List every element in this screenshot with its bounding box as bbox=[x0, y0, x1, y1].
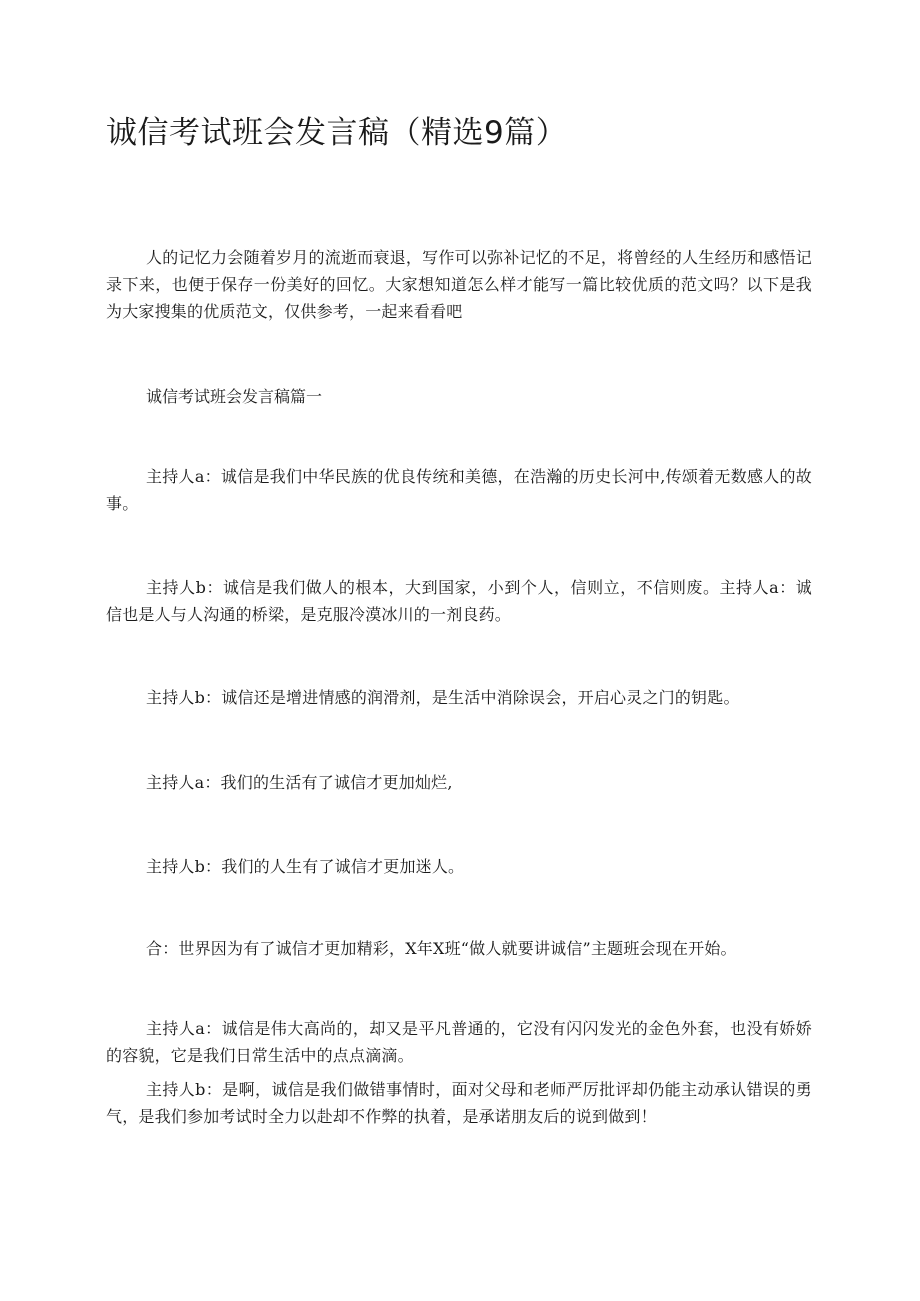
paragraph-host-a-3: 主持人a：诚信是伟大高尚的，却又是平凡普通的，它没有闪闪发光的金色外套，也没有娇娇的容貌，它是我们日常生活中的点点滴滴。 bbox=[106, 1019, 812, 1065]
document-title: 诚信考试班会发言稿（精选9篇） bbox=[106, 115, 568, 151]
intro-paragraph: 人的记忆力会随着岁月的流逝而衰退，写作可以弥补记忆的不足，将曾经的人生经历和感悟记录下来，也便于保存一份美好的回忆。大家想知道怎么样才能写一篇比较优质的范文吗？以下是我为大家搜集的优质范文，仅供参考，一起来看看吧 bbox=[106, 248, 812, 321]
paragraph-together: 合：世界因为有了诚信才更加精彩，X年X班“做人就要讲诚信”主题班会现在开始。 bbox=[146, 939, 737, 958]
paragraph-host-b-1: 主持人b：诚信是我们做人的根本，大到国家，小到个人，信则立，不信则废。主持人a：诚信也是人与人沟通的桥梁，是克服冷漠冰川的一剂良药。 bbox=[106, 578, 812, 624]
paragraph-host-a-2: 主持人a：我们的生活有了诚信才更加灿烂, bbox=[146, 773, 453, 792]
paragraph-host-b-2: 主持人b：诚信还是增进情感的润滑剂，是生活中消除误会，开启心灵之门的钥匙。 bbox=[146, 688, 740, 707]
paragraph-host-b-4: 主持人b：是啊，诚信是我们做错事情时，面对父母和老师严厉批评却仍能主动承认错误的勇气，是我们参加考试时全力以赴却不作弊的执着，是承诺朋友后的说到做到！ bbox=[106, 1080, 812, 1126]
paragraph-host-b-3: 主持人b：我们的人生有了诚信才更加迷人。 bbox=[146, 857, 465, 876]
paragraph-host-a-1: 主持人a：诚信是我们中华民族的优良传统和美德，在浩瀚的历史长河中,传颂着无数感人的故事。 bbox=[106, 467, 812, 513]
section-title: 诚信考试班会发言稿篇一 bbox=[146, 387, 323, 406]
